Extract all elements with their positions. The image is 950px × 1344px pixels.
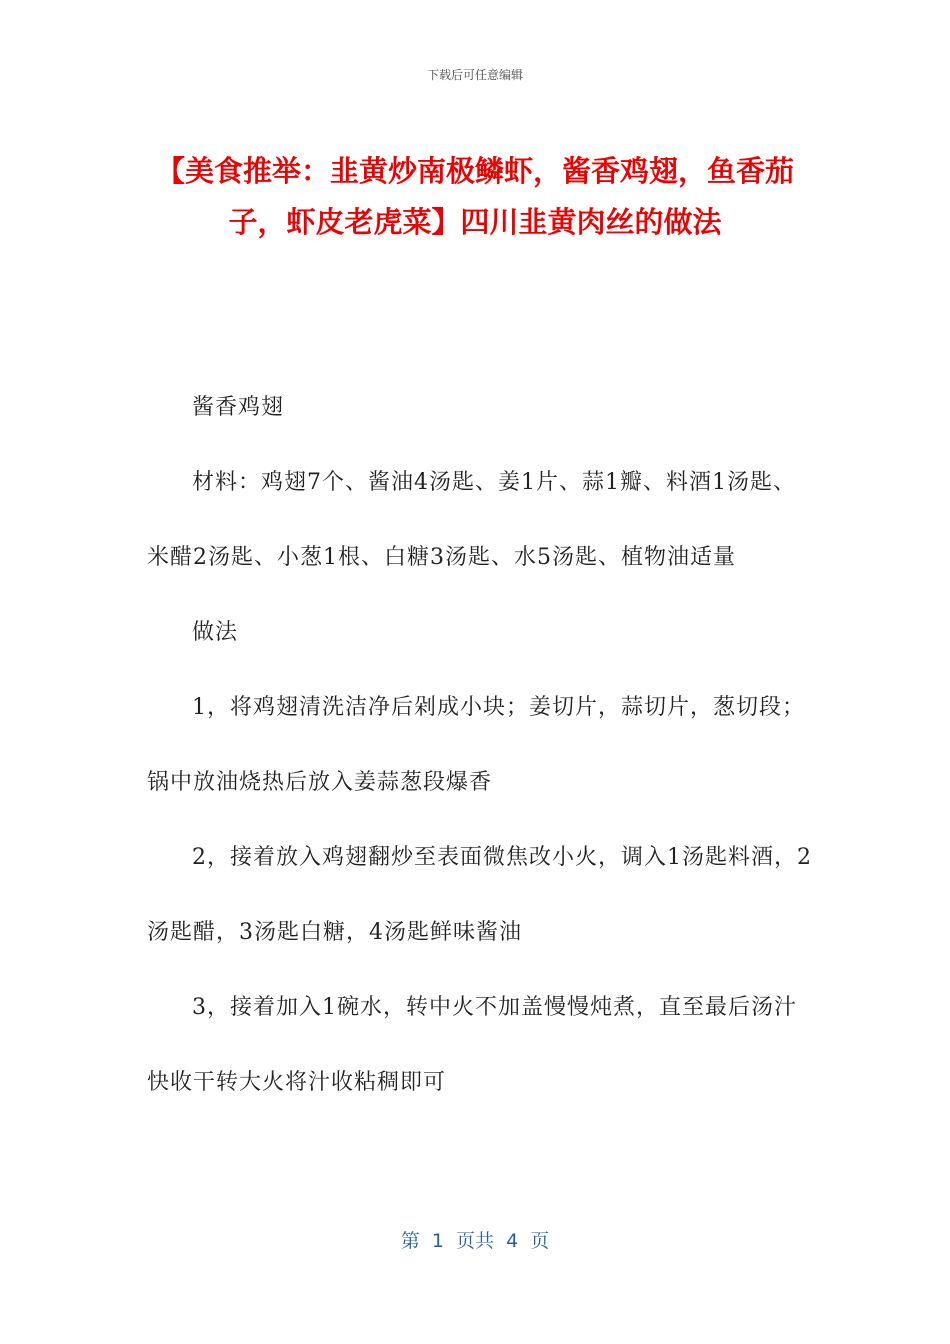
document-body bbox=[147, 370, 815, 1120]
method-heading: 做法 bbox=[192, 620, 239, 645]
ingredients-paragraph: 材料：鸡翅7个、酱油4汤匙、姜1片、蒜1瓣、料酒1汤匙、米醋2汤匙、小葱1根、白糖3汤匙、水5汤匙、植物油适量 bbox=[147, 470, 796, 570]
step-3-paragraph: 3，接着加入1碗水，转中火不加盖慢慢炖煮，直至最后汤汁快收干转大火将汁收粘稠即可 bbox=[147, 995, 797, 1095]
page-number-footer: 第 1 页共 4 页 bbox=[400, 1230, 550, 1252]
step-2-paragraph: 2，接着放入鸡翅翻炒至表面微焦改小火，调入1汤匙料酒，2汤匙醋，3汤匙白糖，4汤匙鲜味酱油 bbox=[147, 845, 812, 945]
step-1-paragraph: 1，将鸡翅清洗洁净后剁成小块；姜切片，蒜切片，葱切段；锅中放油烧热后放入姜蒜葱段爆香 bbox=[147, 695, 805, 795]
document-title: 【美食推举：韭黄炒南极鳞虾，酱香鸡翅，鱼香茄子，虾皮老虎菜】四川韭黄肉丝的做法 bbox=[155, 154, 794, 239]
header-note: 下载后可任意编辑 bbox=[426, 68, 523, 82]
section-heading-recipe: 酱香鸡翅 bbox=[192, 395, 285, 420]
